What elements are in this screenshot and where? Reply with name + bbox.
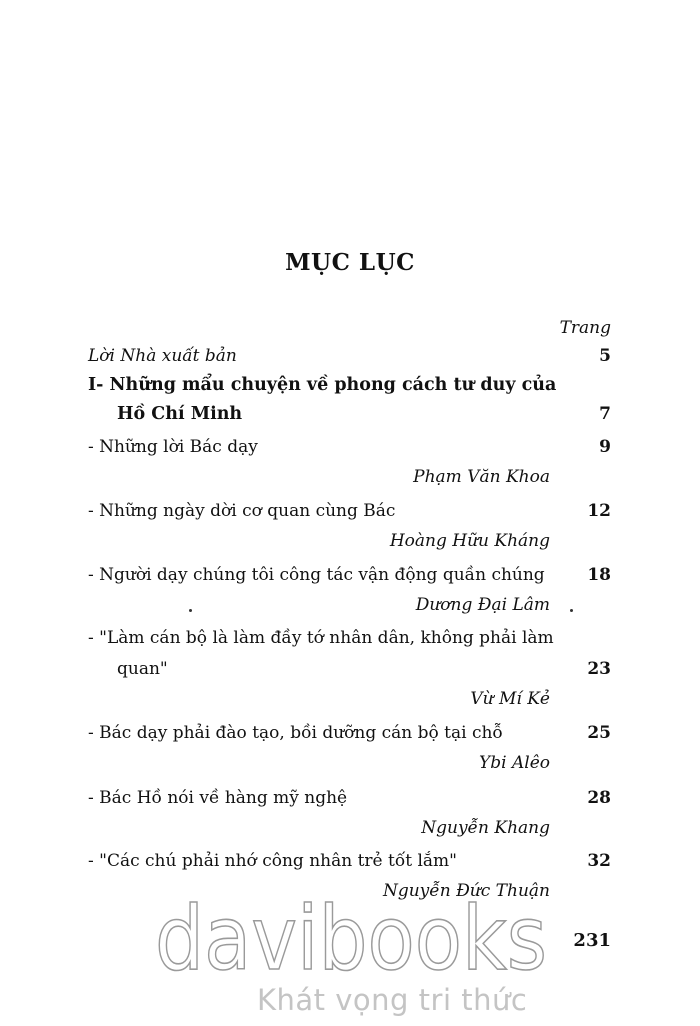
watermark-tagline: Khát vọng tri thức: [257, 983, 528, 1017]
entry-author: Phạm Văn Khoa: [413, 467, 550, 487]
entry-page: 23: [587, 659, 611, 679]
foreword-label: Lời Nhà xuất bản: [88, 346, 237, 366]
section-page: 7: [599, 404, 611, 424]
entry-title: - Người dạy chúng tôi công tác vận động quần chúng: [88, 565, 545, 585]
entry-page: 9: [599, 437, 611, 457]
entry-title-continuation: quan": [117, 659, 168, 679]
entry-author: Dương Đại Lâm: [415, 595, 550, 615]
entry-author: Hoàng Hữu Kháng: [389, 531, 550, 551]
entry-title: - Bác dạy phải đào tạo, bồi dưỡng cán bộ tại chỗ: [88, 723, 503, 743]
entry-title: - Bác Hồ nói về hàng mỹ nghệ: [88, 788, 348, 808]
entry-page: 18: [587, 565, 611, 585]
entry-page: 32: [587, 851, 611, 871]
watermark-logo: [151, 893, 551, 979]
entry-title: - Những ngày dời cơ quan cùng Bác: [88, 501, 396, 521]
section-title-line2: Hồ Chí Minh: [117, 404, 243, 424]
entry-title: - "Làm cán bộ là làm đầy tớ nhân dân, không phải làm: [88, 628, 554, 648]
foreword-page: 5: [599, 346, 611, 366]
entry-author: Nguyễn Khang: [421, 818, 550, 838]
entry-title: - Những lời Bác dạy: [88, 437, 258, 457]
entry-title: - "Các chú phải nhớ công nhân trẻ tốt lắm": [88, 851, 457, 871]
entry-author: Ybi Alêo: [479, 753, 550, 773]
entry-page: 12: [587, 501, 611, 521]
speck-mark: [570, 609, 573, 612]
entry-page: 25: [587, 723, 611, 743]
speck-mark: [189, 609, 192, 612]
entry-author: Vừ Mí Kẻ: [470, 689, 550, 709]
page-title: MỤC LỤC: [285, 249, 415, 276]
entry-author: Nguyễn Đức Thuận: [382, 881, 550, 901]
page-column-label: Trang: [559, 318, 611, 338]
watermark-brand: davibooks: [155, 893, 547, 979]
entry-page: 28: [587, 788, 611, 808]
page-number: 231: [573, 930, 611, 951]
section-title-line1: I- Những mẩu chuyện về phong cách tư duy của: [88, 375, 557, 395]
